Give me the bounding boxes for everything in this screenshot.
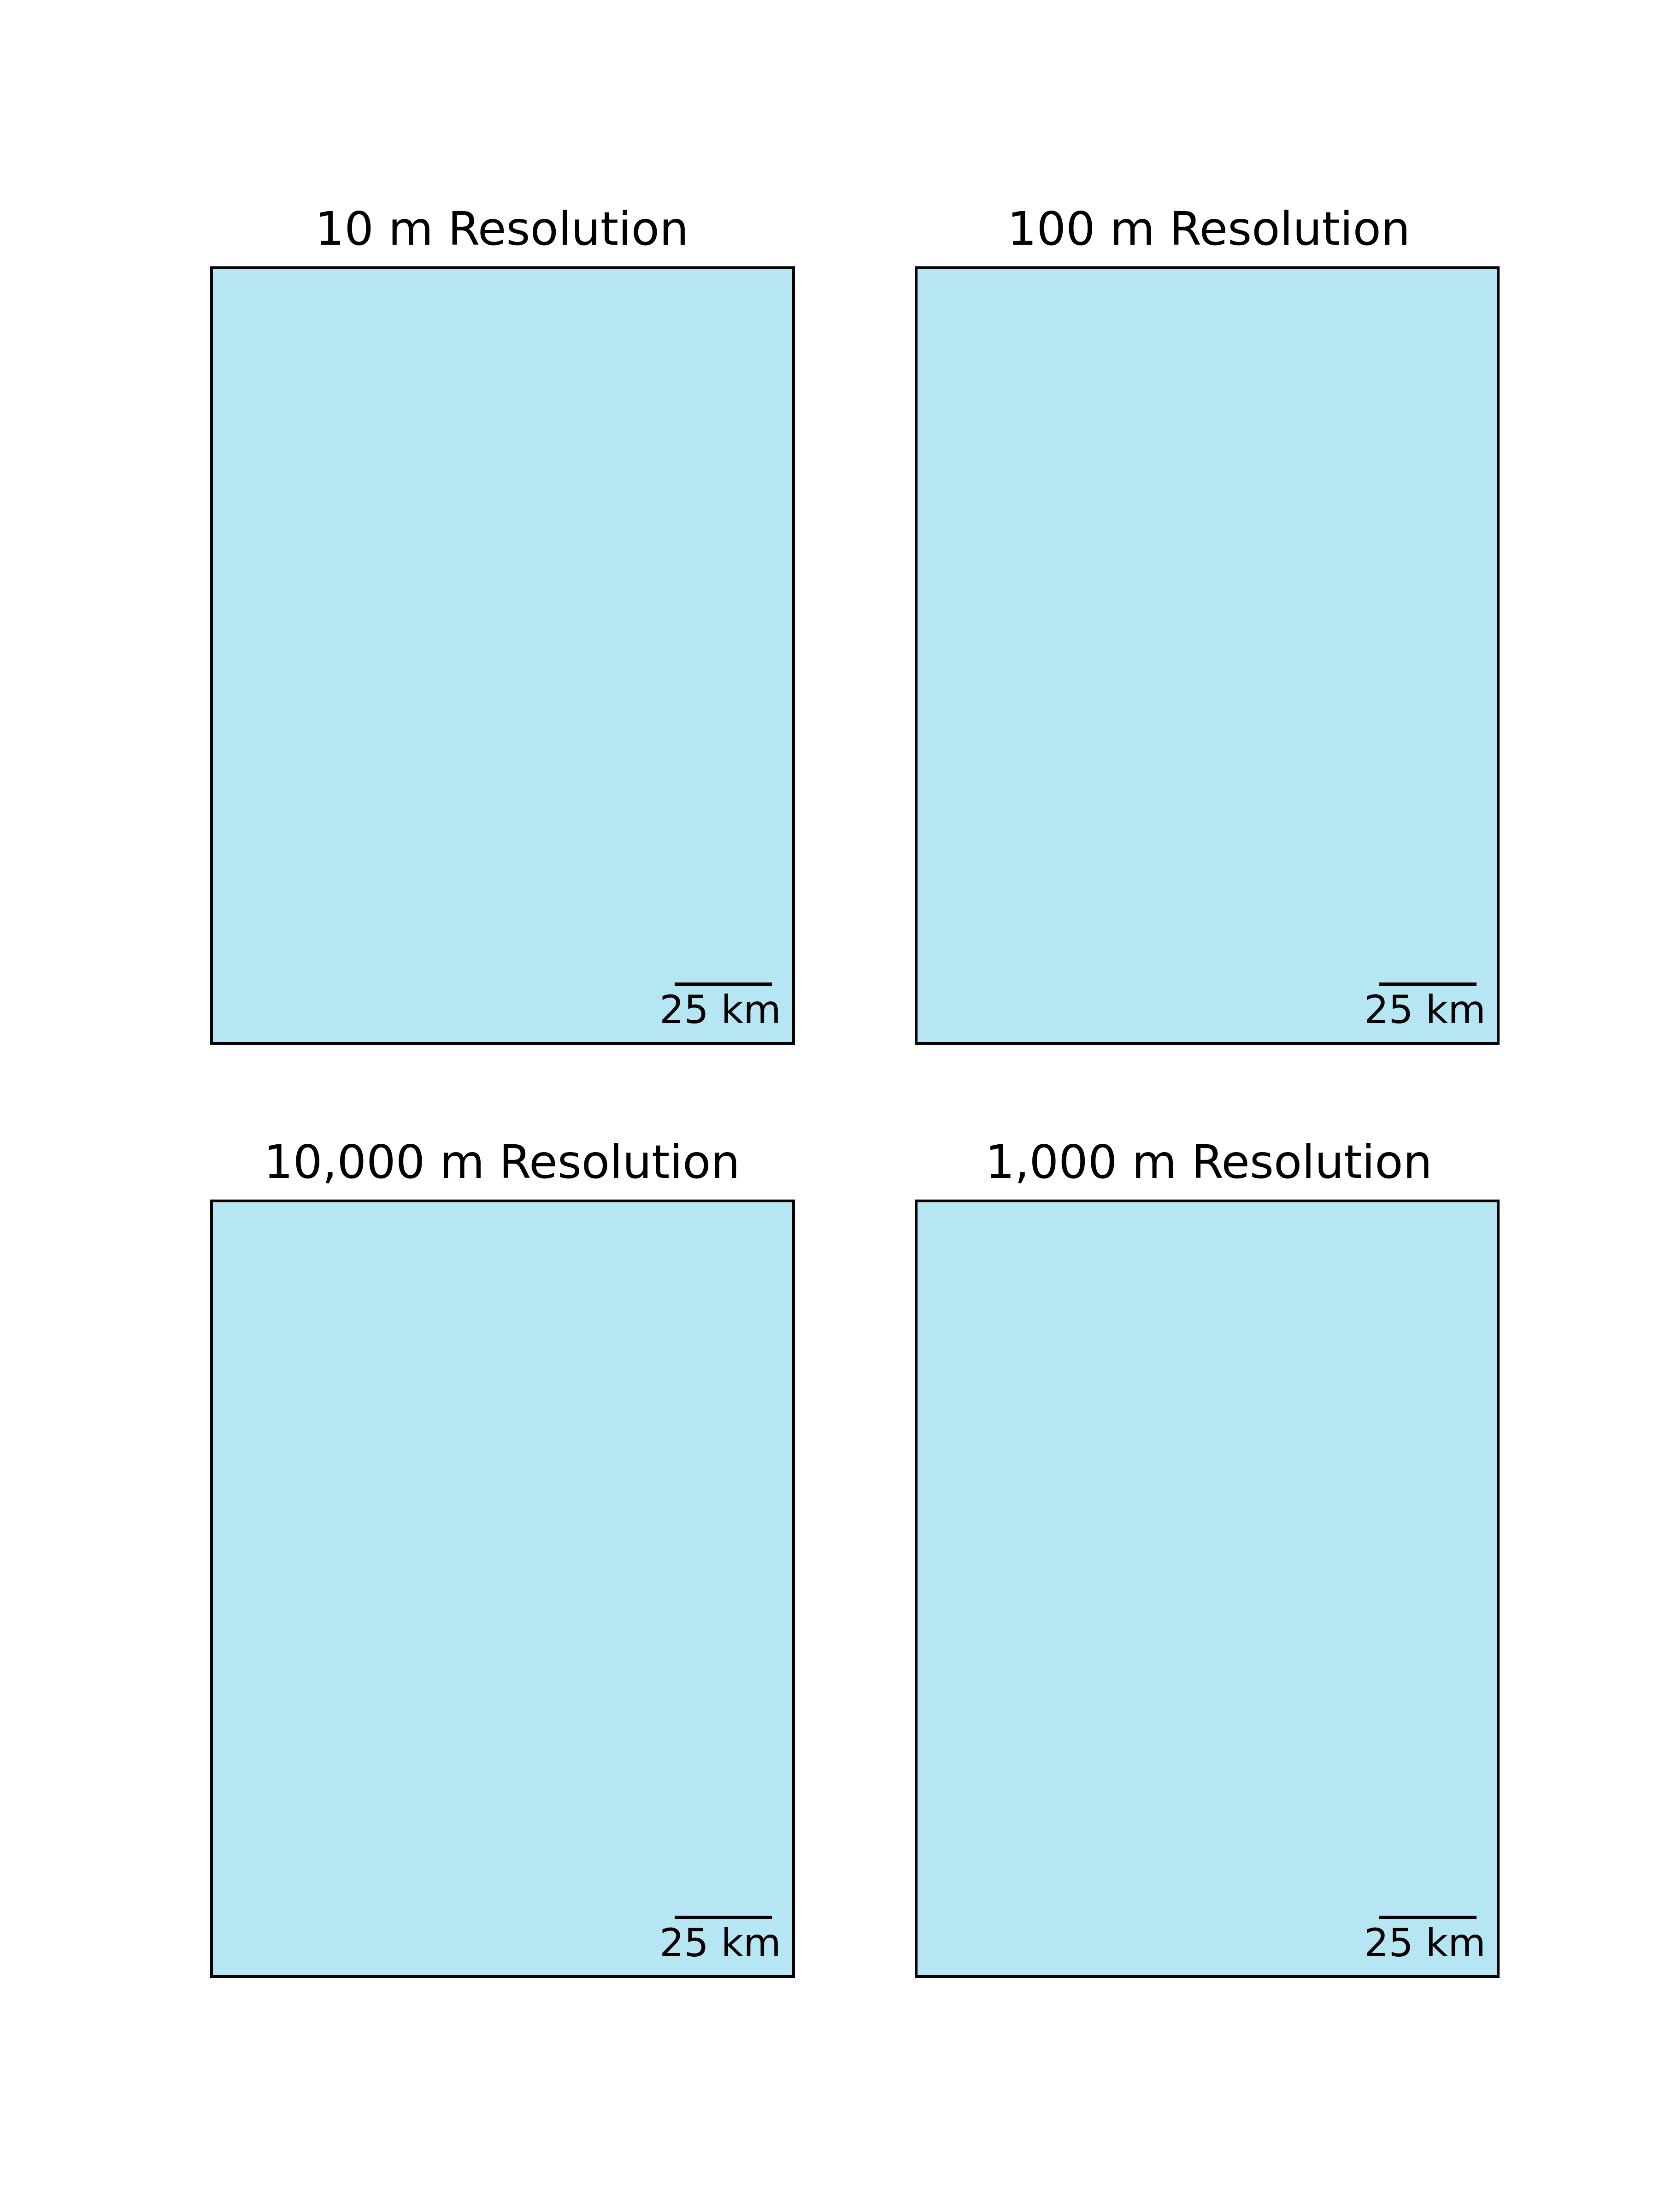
- map-panel-1000m: [915, 1200, 1500, 1978]
- panel-title-10000m: 10,000 m Resolution: [264, 1135, 740, 1189]
- scale-bar: [1379, 1916, 1477, 1919]
- panel-title-1000m: 1,000 m Resolution: [985, 1135, 1432, 1189]
- scale-bar: [675, 1916, 772, 1919]
- panel-title-100m: 100 m Resolution: [1007, 202, 1411, 256]
- scale-bar-label: 25 km: [1364, 987, 1486, 1032]
- scale-bar: [1379, 982, 1477, 986]
- scale-bar-label: 25 km: [1364, 1920, 1486, 1965]
- scale-bar: [675, 982, 772, 986]
- panel-title-10m: 10 m Resolution: [315, 202, 689, 256]
- map-panel-10000m: [210, 1200, 795, 1978]
- scale-bar-label: 25 km: [659, 987, 781, 1032]
- map-panel-10m: [210, 266, 795, 1045]
- scale-bar-label: 25 km: [659, 1920, 781, 1965]
- map-panel-100m: [915, 266, 1500, 1045]
